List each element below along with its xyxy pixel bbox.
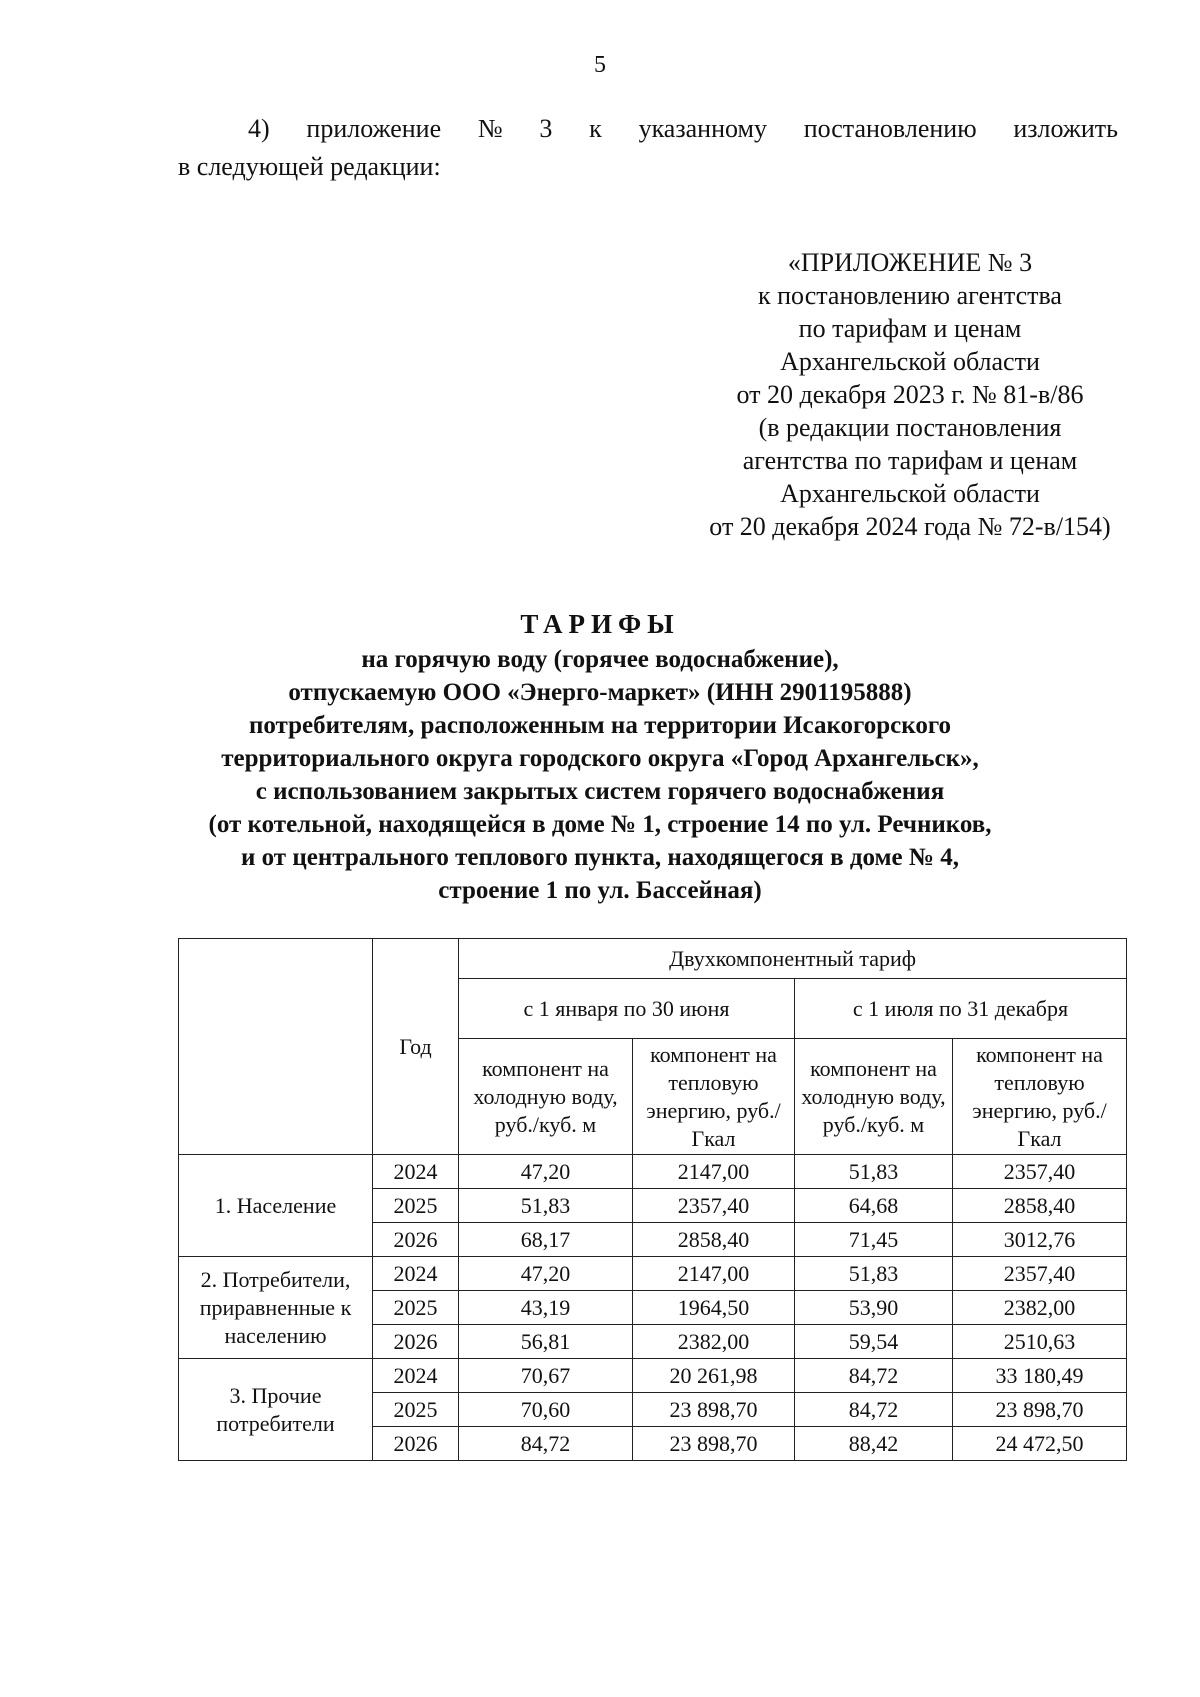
value-cell: 68,17 (459, 1223, 633, 1257)
value-cell: 64,68 (795, 1189, 953, 1223)
value-cell: 53,90 (795, 1291, 953, 1325)
value-cell: 2147,00 (633, 1155, 795, 1189)
intro-word: постановлению (803, 114, 977, 143)
appendix-line: (в редакции постановления (758, 413, 1062, 442)
title-line: отпускаемую ООО «Энерго-маркет» (ИНН 2901195888) (288, 679, 912, 706)
value-cell: 2357,40 (953, 1155, 1127, 1189)
page-number: 5 (594, 52, 606, 78)
value-cell: 1964,50 (633, 1291, 795, 1325)
appendix-header (660, 246, 1160, 543)
year-cell: 2025 (373, 1291, 459, 1325)
value-cell: 51,83 (459, 1189, 633, 1223)
group-label: 2. Потребители, приравненные к населению (179, 1257, 373, 1359)
value-cell: 33 180,49 (953, 1359, 1127, 1393)
intro-word: к (589, 114, 602, 143)
value-cell: 2858,40 (953, 1189, 1127, 1223)
intro-word: № (477, 114, 503, 143)
value-cell: 51,83 (795, 1257, 953, 1291)
appendix-line: от 20 декабря 2023 г. № 81-в/86 (736, 380, 1084, 409)
value-cell: 23 898,70 (953, 1393, 1127, 1427)
year-cell: 2024 (373, 1155, 459, 1189)
table-row (179, 1155, 1127, 1189)
year-cell: 2025 (373, 1189, 459, 1223)
title-line: территориального округа городского округа «Город Архангельск», (221, 745, 979, 772)
appendix-line: по тарифам и ценам (798, 314, 1022, 343)
value-cell: 70,60 (459, 1393, 633, 1427)
component-header: компонент на холодную воду, руб./куб. м (459, 1039, 633, 1155)
appendix-line: Архангельской области (780, 479, 1040, 508)
tariffs-table (178, 938, 1127, 1461)
group-label: 1. Население (179, 1155, 373, 1257)
title-line: строение 1 по ул. Бассейная) (438, 877, 762, 904)
value-cell: 88,42 (795, 1427, 953, 1461)
year-cell: 2026 (373, 1223, 459, 1257)
value-cell: 51,83 (795, 1155, 953, 1189)
table-row (179, 1359, 1127, 1393)
intro-word: изложить (1013, 114, 1118, 143)
value-cell: 2147,00 (633, 1257, 795, 1291)
value-cell: 2357,40 (633, 1189, 795, 1223)
value-cell: 24 472,50 (953, 1427, 1127, 1461)
title-line: потребителям, расположенным на территории Исакогорского (248, 712, 952, 739)
value-cell: 59,54 (795, 1325, 953, 1359)
value-cell: 2357,40 (953, 1257, 1127, 1291)
value-cell: 23 898,70 (633, 1427, 795, 1461)
value-cell: 71,45 (795, 1223, 953, 1257)
value-cell: 47,20 (459, 1257, 633, 1291)
value-cell: 23 898,70 (633, 1393, 795, 1427)
year-cell: 2024 (373, 1359, 459, 1393)
component-header: компонент на тепловую энергию, руб./Гкал (953, 1039, 1127, 1155)
title-line: на горячую воду (горячее водоснабжение), (361, 646, 839, 673)
value-cell: 70,67 (459, 1359, 633, 1393)
year-cell: 2026 (373, 1325, 459, 1359)
value-cell: 84,72 (795, 1393, 953, 1427)
period-header: с 1 января по 30 июня (459, 979, 795, 1039)
appendix-line: к постановлению агентства (758, 281, 1062, 310)
title-main: ТАРИФЫ (520, 609, 680, 639)
appendix-line: агентства по тарифам и ценам (742, 446, 1078, 475)
intro-paragraph (178, 110, 1118, 186)
component-header: компонент на тепловую энергию, руб./Гкал (633, 1039, 795, 1155)
value-cell: 84,72 (459, 1427, 633, 1461)
intro-line-2: в следующей редакции: (178, 152, 441, 181)
intro-word: 3 (539, 114, 553, 143)
group-header-cell (179, 939, 373, 1155)
value-cell: 2382,00 (633, 1325, 795, 1359)
year-header: Год (373, 939, 459, 1155)
intro-line-1 (178, 110, 1118, 148)
intro-word: 4) (248, 114, 270, 143)
value-cell: 20 261,98 (633, 1359, 795, 1393)
period-header: с 1 июля по 31 декабря (795, 979, 1127, 1039)
value-cell: 43,19 (459, 1291, 633, 1325)
component-header: компонент на холодную воду, руб./куб. м (795, 1039, 953, 1155)
title-line: и от центрального теплового пункта, находящегося в доме № 4, (240, 844, 960, 871)
intro-word: указанному (638, 114, 767, 143)
intro-word: приложение (306, 114, 442, 143)
value-cell: 3012,76 (953, 1223, 1127, 1257)
table-row (179, 1257, 1127, 1291)
tariff-header: Двухкомпонентный тариф (459, 939, 1127, 979)
document-title (100, 608, 1100, 907)
value-cell: 56,81 (459, 1325, 633, 1359)
value-cell: 47,20 (459, 1155, 633, 1189)
value-cell: 2382,00 (953, 1291, 1127, 1325)
value-cell: 2510,63 (953, 1325, 1127, 1359)
year-cell: 2025 (373, 1393, 459, 1427)
value-cell: 84,72 (795, 1359, 953, 1393)
group-label: 3. Прочие потребители (179, 1359, 373, 1461)
year-cell: 2026 (373, 1427, 459, 1461)
title-line: с использованием закрытых систем горячего водоснабжения (255, 778, 945, 805)
appendix-line: «ПРИЛОЖЕНИЕ № 3 (787, 248, 1033, 277)
title-line: (от котельной, находящейся в доме № 1, строение 14 по ул. Речников, (208, 811, 992, 838)
appendix-line: Архангельской области (780, 347, 1040, 376)
year-cell: 2024 (373, 1257, 459, 1291)
value-cell: 2858,40 (633, 1223, 795, 1257)
appendix-line: от 20 декабря 2024 года № 72-в/154) (709, 512, 1111, 541)
